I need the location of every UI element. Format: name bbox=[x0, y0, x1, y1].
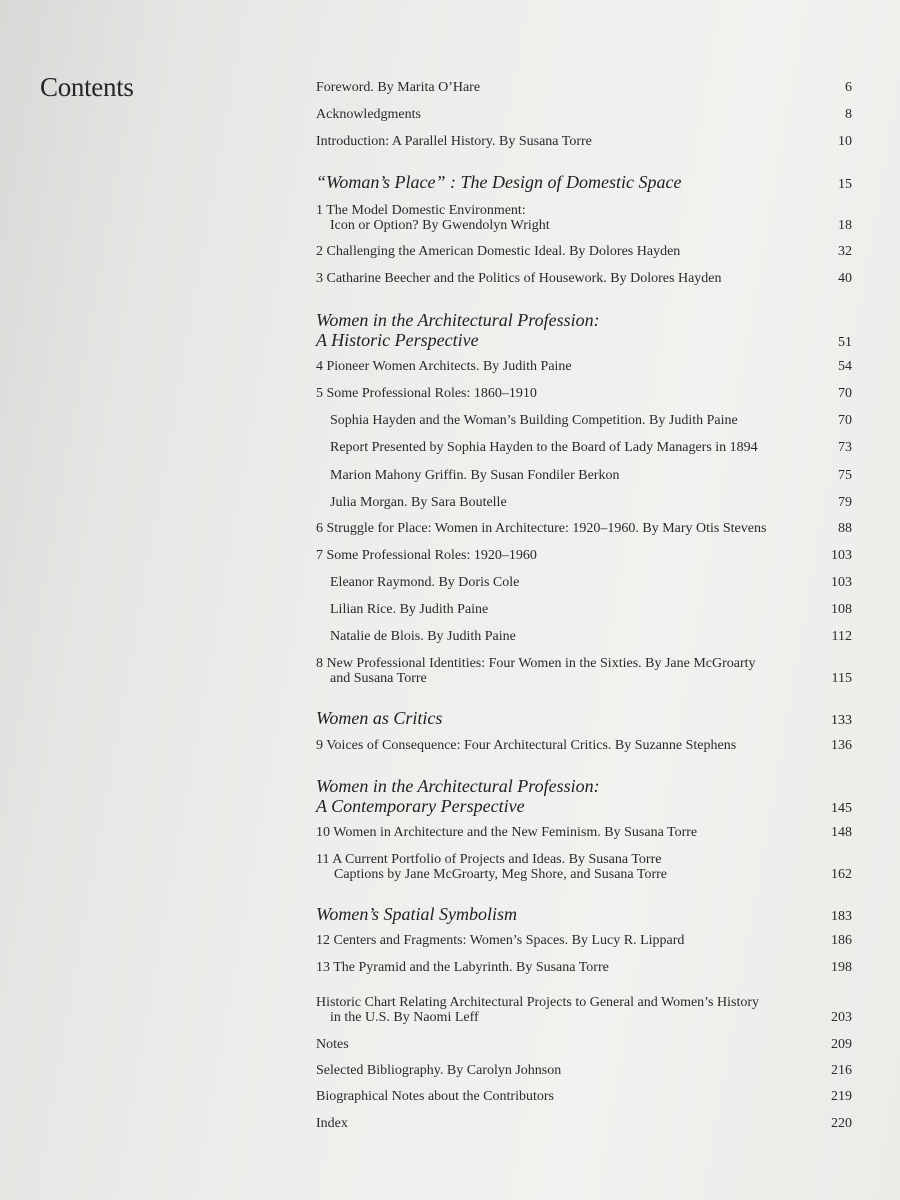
toc-entry-title: Sophia Hayden and the Woman’s Building Competition. By Judith Paine bbox=[330, 413, 738, 428]
toc-section-title-continued: A Historic Perspective bbox=[316, 330, 479, 350]
toc-subentry-lilian-rice[interactable] bbox=[316, 602, 852, 617]
toc-page-number: 73 bbox=[838, 440, 852, 455]
toc-section-title-continued: A Contemporary Perspective bbox=[316, 796, 525, 816]
toc-entry-title: Julia Morgan. By Sara Boutelle bbox=[330, 495, 507, 510]
toc-subentry-natalie-de-blois[interactable] bbox=[316, 629, 852, 644]
toc-entry-title: Foreword. By Marita O’Hare bbox=[316, 80, 481, 95]
toc-section-spatial-symbolism[interactable] bbox=[316, 904, 852, 924]
toc-entry-title: Report Presented by Sophia Hayden to the Board of Lady Managers in 1894 bbox=[330, 440, 758, 455]
toc-entry-title: 12 Centers and Fragments: Women’s Spaces. By Lucy R. Lippard bbox=[316, 933, 685, 948]
toc-page-number: 133 bbox=[831, 713, 852, 728]
toc-page-number: 88 bbox=[838, 521, 852, 536]
toc-subentry-sophia-hayden[interactable] bbox=[316, 413, 852, 428]
toc-entry-title-continued: Icon or Option? By Gwendolyn Wright bbox=[330, 218, 550, 233]
toc-section-title: “Woman’s Place” : The Design of Domestic Space bbox=[316, 172, 682, 192]
toc-subentry-eleanor-raymond[interactable] bbox=[316, 575, 852, 590]
toc-entry-title: Introduction: A Parallel History. By Susana Torre bbox=[316, 134, 592, 149]
toc-entry-title: 10 Women in Architecture and the New Feminism. By Susana Torre bbox=[316, 825, 698, 840]
toc-page-number: 112 bbox=[831, 629, 852, 644]
toc-page-number: 148 bbox=[831, 825, 852, 840]
toc-page-number: 220 bbox=[831, 1116, 852, 1131]
toc-page-number: 15 bbox=[838, 177, 852, 192]
toc-entry-chapter-13[interactable] bbox=[316, 960, 852, 975]
toc-page-number: 10 bbox=[838, 134, 852, 149]
toc-page-number: 54 bbox=[838, 359, 852, 374]
toc-section-title: Women as Critics bbox=[316, 708, 443, 728]
toc-entry-title: 9 Voices of Consequence: Four Architectural Critics. By Suzanne Stephens bbox=[316, 738, 737, 753]
toc-section-womans-place[interactable] bbox=[316, 172, 852, 192]
toc-entry-chapter-7[interactable] bbox=[316, 548, 852, 563]
toc-entry-title: Index bbox=[316, 1116, 348, 1131]
toc-entry-title: 3 Catharine Beecher and the Politics of Housework. By Dolores Hayden bbox=[316, 271, 722, 286]
toc-entry-title-continued: Captions by Jane McGroarty, Meg Shore, and Susana Torre bbox=[334, 867, 668, 882]
toc-page-number: 103 bbox=[831, 575, 852, 590]
toc-entry-title: Acknowledgments bbox=[316, 107, 421, 122]
toc-page-number: 186 bbox=[831, 933, 852, 948]
toc-entry-title: 4 Pioneer Women Architects. By Judith Paine bbox=[316, 359, 572, 374]
toc-page-number: 8 bbox=[845, 107, 852, 122]
toc-entry-biographical-notes[interactable] bbox=[316, 1089, 852, 1104]
toc-entry-chapter-11[interactable] bbox=[316, 852, 852, 882]
toc-page-number: 162 bbox=[831, 867, 852, 882]
toc-page-number: 209 bbox=[831, 1037, 852, 1052]
toc-entry-title: 2 Challenging the American Domestic Ideal. By Dolores Hayden bbox=[316, 244, 681, 259]
toc-entry-foreword[interactable] bbox=[316, 80, 852, 95]
toc-entry-title-continued: and Susana Torre bbox=[330, 671, 427, 686]
toc-page-number: 136 bbox=[831, 738, 852, 753]
toc-page-number: 75 bbox=[838, 468, 852, 483]
toc-entry-chapter-9[interactable] bbox=[316, 738, 852, 753]
page-title: Contents bbox=[40, 72, 134, 102]
toc-section-title: Women in the Architectural Profession: bbox=[316, 310, 600, 330]
toc-page-number: 32 bbox=[838, 244, 852, 259]
toc-entry-chapter-12[interactable] bbox=[316, 933, 852, 948]
toc-entry-chapter-4[interactable] bbox=[316, 359, 852, 374]
toc-entry-title: 11 A Current Portfolio of Projects and Ideas. By Susana Torre bbox=[316, 852, 662, 867]
toc-page-number: 216 bbox=[831, 1063, 852, 1078]
toc-entry-title: 8 New Professional Identities: Four Women in the Sixties. By Jane McGroarty bbox=[316, 656, 756, 671]
toc-entry-historic-chart[interactable] bbox=[316, 995, 852, 1025]
toc-page-number: 183 bbox=[831, 909, 852, 924]
toc-entry-introduction[interactable] bbox=[316, 134, 852, 149]
toc-page-number: 203 bbox=[831, 1010, 852, 1025]
toc-entry-title: 1 The Model Domestic Environment: bbox=[316, 203, 526, 218]
toc-entry-title: 6 Struggle for Place: Women in Architecture: 1920–1960. By Mary Otis Stevens bbox=[316, 521, 767, 536]
toc-page-number: 103 bbox=[831, 548, 852, 563]
toc-page-number: 115 bbox=[831, 671, 852, 686]
toc-entry-title: 7 Some Professional Roles: 1920–1960 bbox=[316, 548, 537, 563]
toc-entry-index[interactable] bbox=[316, 1116, 852, 1131]
toc-entry-chapter-10[interactable] bbox=[316, 825, 852, 840]
toc-page-number: 145 bbox=[831, 801, 852, 816]
toc-entry-chapter-2[interactable] bbox=[316, 244, 852, 259]
toc-section-contemporary-perspective[interactable] bbox=[316, 776, 852, 816]
toc-entry-chapter-5[interactable] bbox=[316, 386, 852, 401]
toc-page-number: 18 bbox=[838, 218, 852, 233]
toc-entry-chapter-6[interactable] bbox=[316, 521, 852, 536]
toc-entry-bibliography[interactable] bbox=[316, 1063, 852, 1078]
toc-page-number: 40 bbox=[838, 271, 852, 286]
toc-entry-title: Biographical Notes about the Contributors bbox=[316, 1089, 554, 1104]
toc-entry-title: Historic Chart Relating Architectural Projects to General and Women’s History bbox=[316, 995, 760, 1010]
toc-page-number: 219 bbox=[831, 1089, 852, 1104]
toc-entry-title: 5 Some Professional Roles: 1860–1910 bbox=[316, 386, 537, 401]
toc-entry-title: Natalie de Blois. By Judith Paine bbox=[330, 629, 516, 644]
toc-entry-title: Marion Mahony Griffin. By Susan Fondiler Berkon bbox=[330, 468, 620, 483]
toc-subentry-julia-morgan[interactable] bbox=[316, 495, 852, 510]
toc-page-number: 51 bbox=[838, 335, 852, 350]
toc-entry-chapter-1[interactable] bbox=[316, 203, 852, 233]
toc-entry-title: Selected Bibliography. By Carolyn Johnson bbox=[316, 1063, 562, 1078]
toc-entry-chapter-3[interactable] bbox=[316, 271, 852, 286]
toc-page-number: 108 bbox=[831, 602, 852, 617]
toc-entry-title-continued: in the U.S. By Naomi Leff bbox=[330, 1010, 479, 1025]
toc-section-title: Women’s Spatial Symbolism bbox=[316, 904, 518, 924]
toc-page-number: 198 bbox=[831, 960, 852, 975]
table-of-contents bbox=[316, 0, 852, 1200]
toc-section-title: Women in the Architectural Profession: bbox=[316, 776, 600, 796]
toc-entry-acknowledgments[interactable] bbox=[316, 107, 852, 122]
toc-page-number: 6 bbox=[845, 80, 852, 95]
toc-section-women-as-critics[interactable] bbox=[316, 708, 852, 728]
toc-entry-title: Lilian Rice. By Judith Paine bbox=[330, 602, 489, 617]
toc-page-number: 70 bbox=[838, 386, 852, 401]
toc-entry-chapter-8[interactable] bbox=[316, 656, 852, 686]
toc-page-number: 79 bbox=[838, 495, 852, 510]
toc-section-historic-perspective[interactable] bbox=[316, 310, 852, 350]
toc-subentry-report[interactable] bbox=[316, 440, 852, 455]
toc-entry-title: 13 The Pyramid and the Labyrinth. By Susana Torre bbox=[316, 960, 609, 975]
toc-page-number: 70 bbox=[838, 413, 852, 428]
toc-entry-title: Eleanor Raymond. By Doris Cole bbox=[330, 575, 520, 590]
toc-entry-notes[interactable] bbox=[316, 1037, 852, 1052]
toc-subentry-marion-mahony-griffin[interactable] bbox=[316, 468, 852, 483]
toc-entry-title: Notes bbox=[316, 1037, 349, 1052]
